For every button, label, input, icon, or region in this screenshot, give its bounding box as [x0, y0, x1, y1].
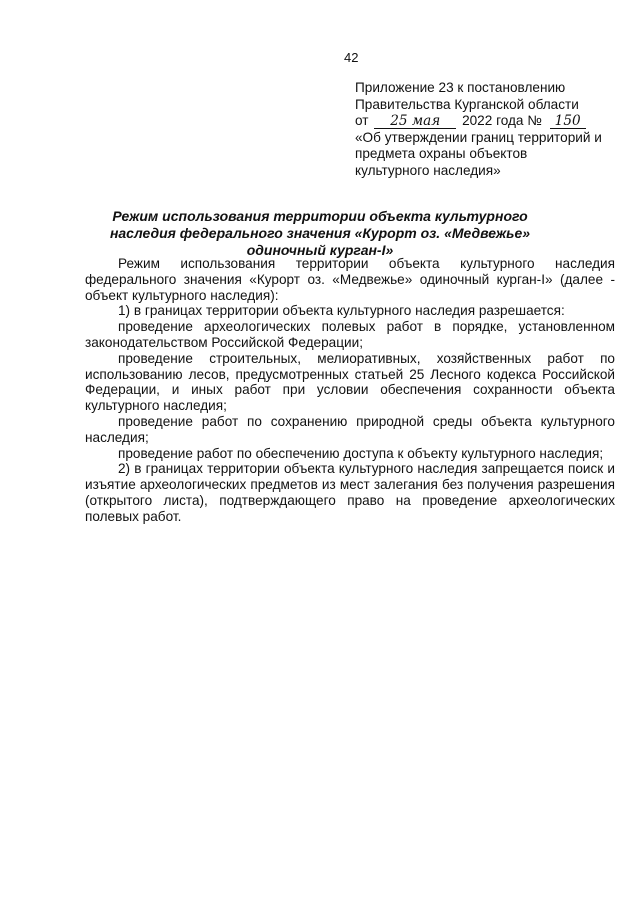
document-body: [85, 256, 615, 525]
number-label: №: [527, 113, 542, 128]
page-number: 42: [344, 50, 359, 65]
appendix-date-line: [355, 113, 625, 130]
from-label: от: [355, 113, 369, 128]
appendix-line-6: культурного наследия»: [355, 162, 501, 178]
paragraph-construction-works: проведение строительных, мелиоративных, хозяйственных работ по использованию лесов, предусмотренных статьей 25 Лесного кодекса Российской Федерации, и иных работ при условии обеспечения сохранности объекта культурного наследия;: [85, 350, 615, 414]
paragraph-nature-preservation: проведение работ по сохранению природной среды объекта культурного наследия;: [85, 413, 615, 445]
paragraph-access-works: проведение работ по обеспечению доступа к объекту культурного наследия;: [118, 445, 604, 461]
appendix-header: [355, 80, 625, 179]
appendix-line-2: Правительства Курганской области: [355, 96, 579, 112]
paragraph-intro: Режим использования территории объекта культурного наследия федерального значения «Курорт оз. «Медвежье» одиночный курган-I» (далее - объект культурного наследия):: [85, 256, 615, 303]
appendix-line-5: предмета охраны объектов: [355, 146, 528, 161]
handwritten-number: 150: [550, 115, 586, 129]
year-text: 2022 года: [462, 113, 524, 128]
document-title: Режим использования территории объекта культурного наследия федерального значения «Курорт оз. «Медвежье» одиночный курган-I»: [109, 208, 531, 258]
paragraph-archaeological-works: проведение археологических полевых работ в порядке, установленном законодательством Российской Федерации;: [85, 319, 615, 350]
paragraph-permitted-heading: 1) в границах территории объекта культурного наследия разрешается:: [118, 303, 565, 319]
handwritten-date: 25 мая: [374, 115, 456, 129]
appendix-line-4: «Об утверждении границ территорий и: [355, 129, 602, 145]
paragraph-prohibited: 2) в границах территории объекта культурного наследия запрещается поиск и изъятие археологических предметов из мест залегания без получения разрешения (открытого листа), подтверждающего право на проведение археологических полевых работ.: [85, 461, 615, 524]
appendix-line-1: Приложение 23 к постановлению: [355, 80, 566, 95]
